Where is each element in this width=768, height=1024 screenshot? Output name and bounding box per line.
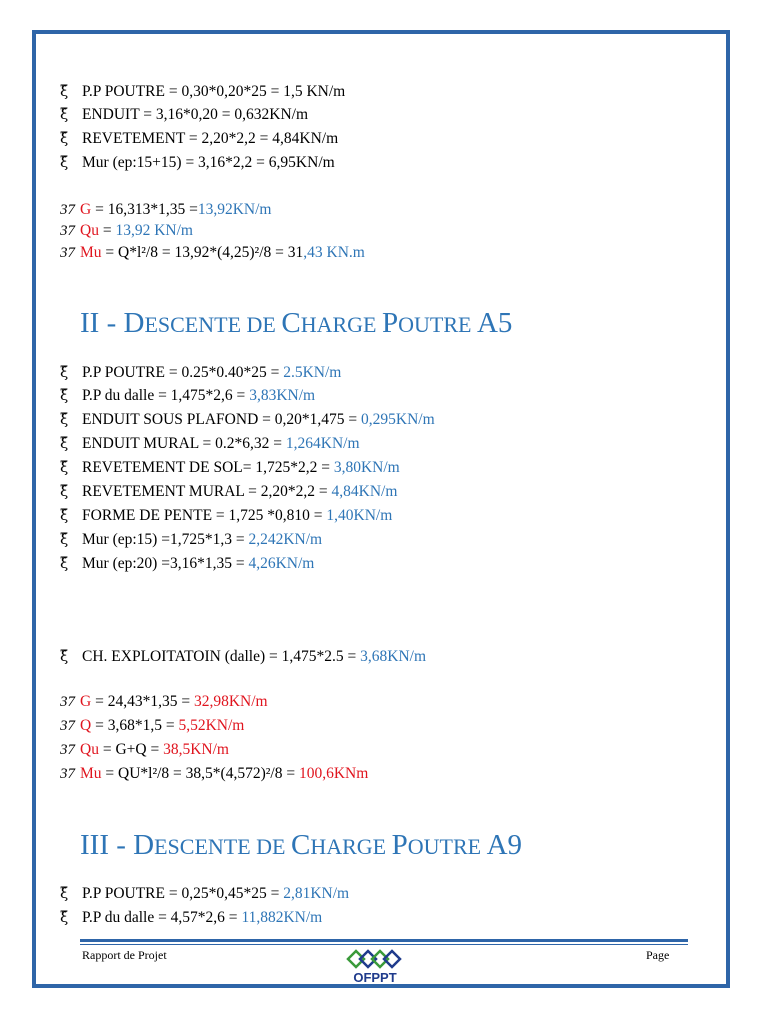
- formula-line: 37 Mu = QU*l²/8 = 38,5*(4,572)²/8 = 100,6KNm: [60, 765, 369, 782]
- item-number: 37: [60, 694, 75, 710]
- list-item: ξ̃ ENDUIT = 3,16*0,20 = 0,632KN/m: [60, 105, 309, 123]
- list-item: ξ̃ P.P POUTRE = 0.25*0.40*25 = 2.5KN/m: [60, 363, 342, 381]
- bullet-icon: ξ̃: [60, 82, 69, 100]
- item-number: 37: [60, 766, 75, 782]
- item-number: 37: [60, 245, 75, 261]
- bullet-icon: ξ̃: [60, 410, 69, 428]
- bullet-icon: ξ̃: [60, 458, 69, 476]
- bullet-icon: ξ̃: [60, 434, 69, 452]
- formula-line: 37 Q = 3,68*1,5 = 5,52KN/m: [60, 717, 245, 734]
- list-item: ξ̃ P.P du dalle = 4,57*2,6 = 11,882KN/m: [60, 908, 323, 926]
- formula-result: 13,92KN/m: [197, 201, 272, 218]
- bullet-icon: ξ̃: [60, 386, 69, 404]
- logo-text: OFPPT: [353, 970, 397, 985]
- bullet-icon: ξ̃: [60, 482, 69, 500]
- formula-line: 37 G = 16,313*1,35 =13,92KN/m: [60, 201, 272, 218]
- section-heading: II - DESCENTE DE CHARGE POUTRE A5: [80, 307, 513, 339]
- footer-page-label: Page: [646, 948, 670, 962]
- list-item: ξ̃ CH. EXPLOITATOIN (dalle) = 1,475*2.5 = 3,68KN/m: [60, 647, 427, 665]
- footer-rule: [80, 944, 688, 945]
- bullet-icon: ξ̃: [60, 884, 69, 902]
- list-item: ξ̃ ENDUIT SOUS PLAFOND = 0,20*1,475 = 0,295KN/m: [60, 410, 435, 428]
- bullet-icon: ξ̃: [60, 153, 69, 171]
- bullet-icon: ξ̃: [60, 647, 69, 665]
- list-item: ξ̃ REVETEMENT = 2,20*2,2 = 4,84KN/m: [60, 129, 339, 147]
- item-number: 37: [60, 718, 75, 734]
- formula-result: ,43 KN.m: [303, 244, 365, 261]
- formula-variable: Qu: [80, 222, 99, 239]
- list-item: ξ̃ P.P du dalle = 1,475*2,6 = 3,83KN/m: [60, 386, 316, 404]
- list-item: ξ̃ FORME DE PENTE = 1,725 *0,810 = 1,40KN/m: [60, 506, 393, 524]
- list-item: ξ̃ Mur (ep:15+15) = 3,16*2,2 = 6,95KN/m: [60, 153, 335, 171]
- bullet-icon: ξ̃: [60, 363, 69, 381]
- bullet-icon: ξ̃: [60, 105, 69, 123]
- logo-diamonds-icon: [344, 948, 406, 972]
- footer-rule: [80, 939, 688, 942]
- formula-line: 37 Mu = Q*l²/8 = 13,92*(4,25)²/8 = 31,43 KN.m: [60, 244, 365, 261]
- list-item: ξ̃ REVETEMENT MURAL = 2,20*2,2 = 4,84KN/m: [60, 482, 398, 500]
- bullet-icon: ξ̃: [60, 506, 69, 524]
- formula-variable: G: [80, 201, 92, 218]
- list-item: ξ̃ P.P POUTRE = 0,30*0,20*25 = 1,5 KN/m: [60, 82, 346, 100]
- footer-title: Rapport de Projet: [82, 948, 167, 962]
- bullet-icon: ξ̃: [60, 129, 69, 147]
- list-item: ξ̃ Mur (ep:20) =3,16*1,35 = 4,26KN/m: [60, 554, 315, 572]
- list-item: ξ̃ ENDUIT MURAL = 0.2*6,32 = 1,264KN/m: [60, 434, 360, 452]
- bullet-icon: ξ̃: [60, 908, 69, 926]
- formula-line: 37 G = 24,43*1,35 = 32,98KN/m: [60, 693, 268, 710]
- formula-variable: Mu: [80, 244, 102, 261]
- list-item: ξ̃ REVETEMENT DE SOL= 1,725*2,2 = 3,80KN/m: [60, 458, 400, 476]
- item-number: 37: [60, 742, 75, 758]
- formula-line: 37 Qu = G+Q = 38,5KN/m: [60, 741, 229, 758]
- formula-result: 13,92 KN/m: [115, 222, 193, 239]
- section-heading: III - DESCENTE DE CHARGE POUTRE A9: [80, 829, 523, 861]
- formula-line: 37 Qu = 13,92 KN/m: [60, 222, 193, 239]
- bullet-icon: ξ̃: [60, 530, 69, 548]
- ofppt-logo: [344, 948, 406, 986]
- bullet-icon: ξ̃: [60, 554, 69, 572]
- item-number: 37: [60, 223, 75, 239]
- list-item: ξ̃ Mur (ep:15) =1,725*1,3 = 2,242KN/m: [60, 530, 323, 548]
- item-number: 37: [60, 202, 75, 218]
- list-item: ξ̃ P.P POUTRE = 0,25*0,45*25 = 2,81KN/m: [60, 884, 350, 902]
